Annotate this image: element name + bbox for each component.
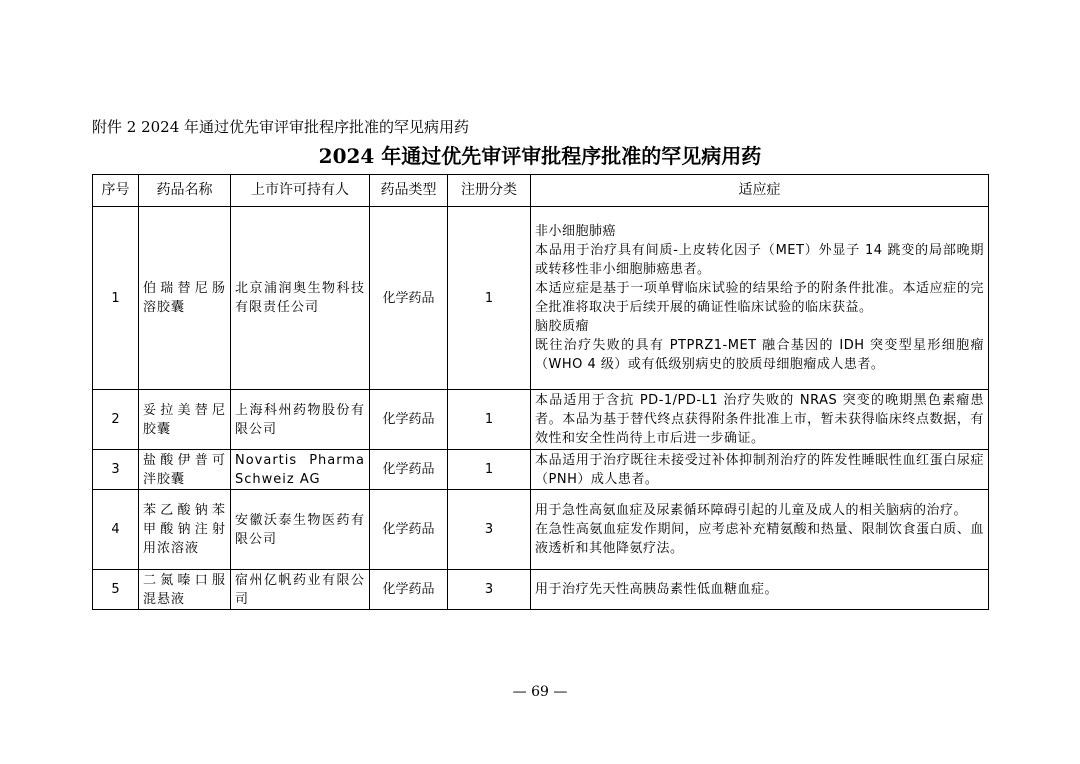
cell-type: 化学药品: [370, 207, 448, 390]
indication-line: 本品用于治疗具有间质-上皮转化因子（MET）外显子 14 跳变的局部晚期或转移性非小细胞肺癌患者。: [535, 243, 984, 277]
header-holder: 上市许可持有人: [231, 175, 370, 207]
header-no: 序号: [93, 175, 139, 207]
cell-drug-name: 盐酸伊普可泮胶囊: [139, 450, 231, 490]
cell-type: 化学药品: [370, 570, 448, 610]
cell-no: 1: [93, 207, 139, 390]
indication-line: 非小细胞肺癌: [535, 224, 617, 239]
cell-class: 3: [448, 490, 531, 570]
table-row: [93, 490, 989, 570]
cell-indication: [531, 490, 989, 570]
cell-type: 化学药品: [370, 450, 448, 490]
cell-indication: [531, 207, 989, 390]
indication-line: 本适应症是基于一项单臂临床试验的结果给予的附条件批准。本适应症的完全批准将取决于后续开展的确证性临床试验的临床获益。: [535, 281, 984, 315]
header-class: 注册分类: [448, 175, 531, 207]
cell-no: 3: [93, 450, 139, 490]
cell-indication: [531, 390, 989, 450]
cell-drug-name: 苯乙酸钠苯甲酸钠注射用浓溶液: [139, 490, 231, 570]
table-row: [93, 207, 989, 390]
table-row: [93, 450, 989, 490]
cell-no: 2: [93, 390, 139, 450]
drug-table: [92, 174, 989, 610]
indication-line: 用于急性高氨血症及尿素循环障碍引起的儿童及成人的相关脑病的治疗。: [535, 503, 968, 518]
cell-type: 化学药品: [370, 490, 448, 570]
table-row: [93, 570, 989, 610]
cell-class: 1: [448, 207, 531, 390]
header-type: 药品类型: [370, 175, 448, 207]
cell-holder: 宿州亿帆药业有限公司: [231, 570, 370, 610]
indication-line: 既往治疗失败的具有 PTPRZ1-MET 融合基因的 IDH 突变型星形细胞瘤（WHO 4 级）或有低级别病史的胶质母细胞瘤成人患者。: [535, 338, 984, 372]
indication-line: 本品适用于含抗 PD-1/PD-L1 治疗失败的 NRAS 突变的晚期黑色素瘤患者。本品为基于替代终点获得附条件批准上市，暂未获得临床终点数据，有效性和安全性尚待上市后进一步确证。: [535, 393, 984, 446]
indication-line: 脑胶质瘤: [535, 319, 590, 334]
cell-class: 3: [448, 570, 531, 610]
cell-holder: 上海科州药物股份有限公司: [231, 390, 370, 450]
cell-drug-name: 二氮嗪口服混悬液: [139, 570, 231, 610]
page-title: 2024 年通过优先审评审批程序批准的罕见病用药: [318, 144, 762, 168]
cell-class: 1: [448, 450, 531, 490]
header-row: [93, 175, 989, 207]
cell-type: 化学药品: [370, 390, 448, 450]
indication-line: 在急性高氨血症发作期间，应考虑补充精氨酸和热量、限制饮食蛋白质、血液透析和其他降氨疗法。: [535, 522, 984, 556]
cell-indication: [531, 570, 989, 610]
cell-holder: Novartis Pharma Schweiz AG: [231, 450, 370, 490]
indication-line: 本品适用于治疗既往未接受过补体抑制剂治疗的阵发性睡眠性血红蛋白尿症（PNH）成人患者。: [535, 452, 984, 487]
cell-indication: [531, 450, 989, 490]
attachment-label: 附件 2 2024 年通过优先审评审批程序批准的罕见病用药: [92, 118, 470, 136]
page-number: — 69 —: [512, 684, 568, 700]
cell-holder: 北京浦润奥生物科技有限责任公司: [231, 207, 370, 390]
indication-line: 用于治疗先天性高胰岛素性低血糖血症。: [535, 582, 779, 597]
header-indication: 适应症: [531, 175, 989, 207]
table-row: [93, 390, 989, 450]
header-name: 药品名称: [139, 175, 231, 207]
cell-holder: 安徽沃泰生物医药有限公司: [231, 490, 370, 570]
cell-drug-name: 伯瑞替尼肠溶胶囊: [139, 207, 231, 390]
cell-no: 4: [93, 490, 139, 570]
cell-class: 1: [448, 390, 531, 450]
cell-no: 5: [93, 570, 139, 610]
cell-drug-name: 妥拉美替尼胶囊: [139, 390, 231, 450]
